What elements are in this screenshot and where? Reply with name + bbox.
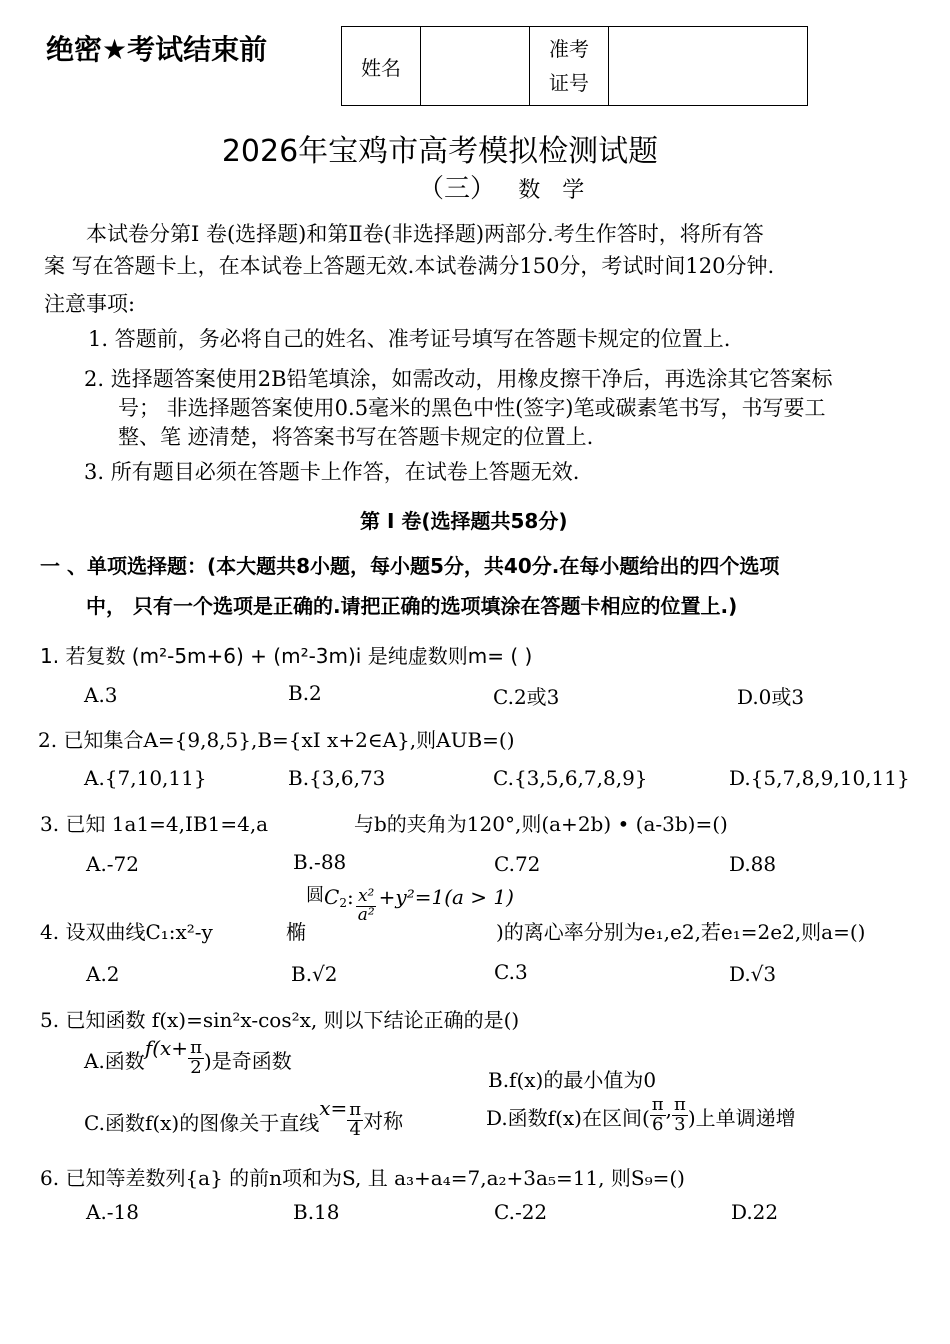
question-5-option-c — [84, 1096, 403, 1140]
question-5-option-d-frac1 — [650, 1096, 666, 1135]
question-4-denominator: a² — [357, 904, 375, 925]
name-label: 姓名 — [342, 27, 421, 106]
question-5-option-c-frac — [347, 1101, 363, 1140]
candidate-info-table — [341, 26, 808, 106]
question-4-option-d: D.√3 — [729, 962, 777, 986]
question-5-option-c-suffix: 对称 — [363, 1109, 404, 1133]
question-2-option-b: B.{3,6,73 — [288, 766, 386, 790]
question-5-option-a-frac — [188, 1039, 204, 1078]
question-3-option-d: D.88 — [729, 852, 777, 876]
question-2-option-a: A.{7,10,11} — [84, 766, 207, 790]
question-5-option-a-two: 2 — [190, 1057, 202, 1079]
question-3-stem-right: 与b的夹角为120°,则(a+2b) • (a-3b)=() — [354, 812, 728, 836]
question-2-stem: 2. 已知集合A={9,8,5},B={xI x+2∈A},则AUB=() — [38, 728, 515, 752]
question-5-option-d — [486, 1096, 796, 1135]
exam-id-field[interactable] — [609, 27, 808, 106]
confidential-label: 绝密★考试结束前 — [46, 33, 268, 66]
exam-id-label — [530, 27, 609, 106]
note-2-line-2: 号； 非选择题答案使用0.5毫米的黑色中性(签字)笔或碳素笔书写，书写要工 — [118, 396, 826, 420]
question-4-ellipse-char: 椭 — [286, 920, 306, 944]
question-2-option-d: D.{5,7,8,9,10,11} — [729, 766, 910, 790]
question-4-numerator: x² — [357, 886, 375, 906]
question-4-ellipse-equation — [306, 885, 514, 925]
question-5-option-d-frac2 — [672, 1096, 688, 1135]
question-5-option-a-pi: π — [190, 1037, 202, 1059]
question-2-option-c: C.{3,5,6,7,8,9} — [493, 766, 648, 790]
question-5-stem: 5. 已知函数 f(x)=sin²x-cos²x, 则以下结论正确的是() — [40, 1008, 520, 1032]
question-4-circle-char: 圆 — [306, 885, 324, 907]
question-4-colon: : — [346, 885, 354, 910]
note-1: 1. 答题前，务必将自己的姓名、准考证号填写在答题卡规定的位置上. — [88, 327, 731, 351]
subtitle-part: （三） — [418, 174, 497, 204]
question-5-option-c-four: 4 — [349, 1119, 361, 1141]
section-1-line-2: 中， 只有一个选项是正确的.请把正确的选项填涂在答题卡相应的位置上.) — [86, 594, 738, 618]
question-3-option-a: A.-72 — [86, 852, 140, 876]
question-5-option-a-func: f(x+ — [144, 1036, 189, 1060]
question-1-stem: 1. 若复数 (m²-5m+6) + (m²-3m)i 是纯虚数则m= ( ) — [40, 644, 533, 668]
exam-id-label-line1: 准考 — [549, 37, 589, 61]
question-5-option-b: B.f(x)的最小值为0 — [488, 1068, 657, 1092]
question-6-option-b: B.18 — [293, 1200, 340, 1224]
note-3: 3. 所有题目必须在答题卡上作答，在试卷上答题无效. — [84, 460, 580, 484]
question-5-option-d-pi2: π — [673, 1094, 686, 1115]
question-4-stem-left: 4. 设双曲线C₁:x²-y — [40, 920, 213, 944]
question-5-option-d-pi1: π — [651, 1094, 664, 1115]
question-4-fraction — [356, 888, 377, 925]
question-1-option-b: B.2 — [288, 681, 322, 705]
question-3-option-b: B.-88 — [293, 850, 347, 874]
question-5-option-d-three: 3 — [674, 1113, 686, 1135]
question-5-option-d-prefix: D.函数f(x)在区间( — [486, 1105, 650, 1130]
question-5-option-a-suffix: )是奇函数 — [203, 1049, 292, 1073]
question-6-stem: 6. 已知等差数列{a} 的前n项和为S, 且 a₃+a₄=7,a₂+3a₅=11, 则S₉=() — [40, 1166, 685, 1190]
question-6-option-c: C.-22 — [494, 1200, 548, 1224]
question-4-curve-name: C — [324, 885, 340, 910]
question-1-option-c: C.2或3 — [493, 685, 560, 709]
question-4-stem-right: )的离心率分别为e₁,e2,若e₁=2e2,则a=() — [496, 920, 866, 944]
section-1-line-1: 一 、单项选择题：(本大题共8小题，每小题5分，共40分.在每小题给出的四个选项 — [40, 554, 780, 578]
question-5-option-a-prefix: A.函数 — [84, 1049, 145, 1073]
question-1-option-d: D.0或3 — [737, 685, 805, 709]
question-3-stem-left: 3. 已知 1a1=4,IB1=4,a — [40, 812, 269, 836]
question-6-option-a: A.-18 — [86, 1200, 140, 1224]
part-1-heading: 第 Ⅰ 卷(选择题共58分) — [360, 509, 568, 533]
exam-subtitle — [418, 168, 584, 205]
question-4-equation-rest: +y²=1(a > 1) — [378, 885, 514, 910]
question-5-option-c-prefix: C.函数f(x)的图像关于直线 — [84, 1111, 320, 1135]
notes-heading: 注意事项: — [44, 292, 136, 316]
exam-id-label-line2: 证号 — [549, 71, 589, 95]
note-2-line-3: 整、笔 迹清楚，将答案书写在答题卡规定的位置上. — [118, 425, 594, 449]
question-5-option-a — [84, 1036, 292, 1078]
question-4-option-b: B.√2 — [291, 962, 338, 986]
subtitle-subject: 数 学 — [518, 178, 585, 203]
note-2-line-1: 2. 选择题答案使用2B铅笔填涂，如需改动，用橡皮擦干净后，再选涂其它答案标 — [84, 367, 833, 391]
question-5-option-c-x: x= — [319, 1096, 348, 1120]
question-6-option-d: D.22 — [731, 1200, 779, 1224]
name-field[interactable] — [421, 27, 530, 106]
question-4-option-c: C.3 — [494, 960, 528, 984]
question-1-option-a: A.3 — [84, 683, 118, 707]
question-3-option-c: C.72 — [494, 852, 541, 876]
intro-line-1: 本试卷分第Ⅰ 卷(选择题)和第Ⅱ卷(非选择题)两部分.考生作答时，将所有答 — [86, 222, 764, 246]
question-5-option-d-six: 6 — [651, 1113, 664, 1135]
intro-line-2: 案 写在答题卡上，在本试卷上答题无效.本试卷满分150分，考试时间120分钟. — [44, 254, 775, 278]
question-5-option-c-pi: π — [349, 1099, 362, 1121]
question-4-curve-sub: 2 — [339, 896, 347, 911]
question-5-option-d-comma: , — [665, 1096, 672, 1121]
question-4-option-a: A.2 — [86, 962, 120, 986]
question-5-option-d-suffix: )上单调递增 — [687, 1105, 796, 1130]
exam-title: 2026年宝鸡市高考模拟检测试题 — [221, 134, 659, 169]
